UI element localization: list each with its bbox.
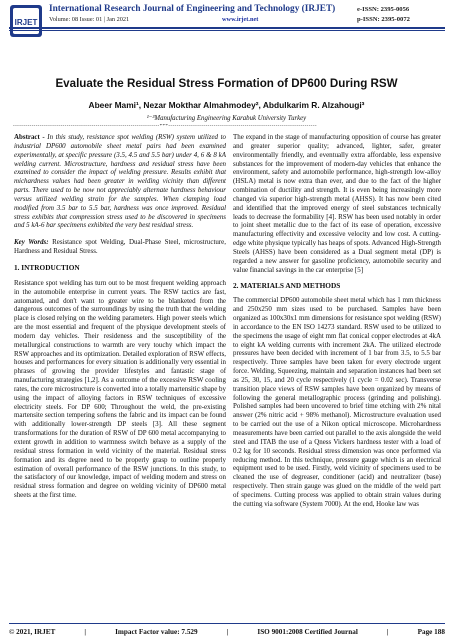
- right-column: [233, 133, 441, 509]
- header-rule: [9, 27, 445, 29]
- footer-copyright: © 2021, IRJET: [9, 628, 56, 636]
- intro-text: Resistance spot welding has turn out to be most frequent welding approach in the automobile enterprise in current years. The RSW tactics are fast, automated, and don't want to greater wire to be blanketed from the dangerous outcomes of the surroundings by using the truth that the welding place is closed relying on the welding parameters. High power steels which are the most essential and frequent of the physique development steels of modern day vehicles. Their resideness and the susceptibility of the metallurgical constructions to warmth are very touchy which impact the RSW approaches and its optimization. Detailed exploration of RSW effects, houses and performances for every situation is additionally very essential in phrases of growing the provider lifestyles and fantastic stage of manufacturing strategies [1,2]. As a outcome of the excessive RSW cooling rates, the core microstructure is converted into a totally martensitic shape by using the impact of alloying factors in RSW techniques of excessive electricity steels. For DP 600; Throughout the weld, the pre-existing martensite section tempering softens the fabric and its impact can be found with additionally lower-strength DP steels [3]. All these segment transformations for the duration of RSW of DP 600 metal accompanying to extent growth in addition to warmness switch behave as a supply of the residual stress formation in weld vicinity of the material. Residual stress formation and its degree need to be properly grasp to outline properly estimation of overall performance of the RSW junctions. In this study, to the satisfactory of our knowledge, impact of welding modern and stress on residual stress formation and degree on welding vicinity of DP600 metal sheets at the first time.: [14, 278, 226, 500]
- abstract-label: Abstract -: [14, 133, 48, 141]
- pissn: p-ISSN: 2395-0072: [357, 16, 410, 23]
- journal-name: International Research Journal of Engineering and Technology (IRJET): [49, 4, 336, 14]
- paper-authors: Abeer Mami¹, Nezar Mokthar Almahmodey², Abdulkarim R. Alzahougi³: [88, 100, 365, 110]
- header-rule-thin: [9, 30, 445, 31]
- right-intro-text: The expand in the stage of manufacturing opposition of course has greater and greater superior quality; advanced, lighter, safer, greater environmentally friendly, and eventually extra affordable, less expensive substances for the improvement of modern-day vehicles that enhance the environment, safety and automobile performance, high-strength low-alloy (HSLA) metal is now extra than ever, and due to the fact of the higher combination of ductility and strength. It is even being increasingly more changed via superior high-strength metal (AHSS). It has now been cited and identified that the improved energy of steel substances technically leads to decrease the formability [4]. RSW has been used notably in order to joint sheet metallic due to the fact of its ease of operation, excessive manufacturing effectivity and excessive velocity and low cost. A cutting-edge white physique typically has heaps of spots. Advanced High-Strength Steels (AHSS) have been considered as a Dual segment metal (DP) is regarded a new answer for gasoline proficiency, automobile security and value financial savings in the car enterprise [5]: [233, 133, 441, 274]
- footer-divider: |: [386, 628, 389, 636]
- footer-iso: ISO 9001:2008 Certified Journal: [257, 628, 358, 636]
- volume-issue: Volume: 08 Issue: 01 | Jan 2021: [49, 16, 130, 23]
- keywords: [14, 238, 226, 256]
- footer-divider: |: [84, 628, 86, 636]
- methods-heading: 2. MATERIALS AND METHODS: [233, 280, 341, 290]
- eissn: e-ISSN: 2395-0056: [357, 6, 410, 13]
- abstract: [14, 133, 226, 230]
- methods-text: The commercial DP600 automobile sheet metal which has 1 mm thickness and 250x250 mm sizes used to be purchased. Samples have been organized as 100x30x1 mm dimensions for resistance spot welding (RSW) in accordance to the EN ISO 14273 standard. RSW used to be utilized to the specimens the usage of eight mm flat conical copper electrodes at 4kA to eight kA welding currents with increment 2kA. The utilized electrode pressures have been decided with increment of 1 bar from 3.5, to 5.5 bar respectively. Three samples have been taken for every electrode urgent force. Welding, Squeezing, maintain and separation instances had been set as 25, 30, 15, and 20 cycle respectively (1 cycle = 0.02 sec). Transverse transition place views of RSW samples have been organized by means of following the general metallographic process (grinding and polishing). Polished samples had been uncovered to brief time etching with 2% nital answer (2% nitric acid + 98% methanol). Microstructure evaluation used to be carried out the use of a Nikon optical microscope. Microhardness measurements have been carried out parallel to the axis alongside the weld steel and ITAB the use of a Qness Vickers hardness tester with a load of 0.2 kg for 10 seconds. Residual stress dimension was once performed via reducing method. In this technique, pressure gauge which is an electrical equipment used to be used. Firstly, weld vicinity of specimens used to be cleaned the use of degreaser, conditioner (acid) and neutralizer (base) respectively. Then strain gauge was glued on the middle of the weld part of specimens. Cutting process was applied to obtain strain values during the cutting via software (System 7000). At the end, Hooke law was: [233, 296, 441, 508]
- page-footer: [9, 628, 445, 636]
- section-separator: -----------------------------------------------------------------------***------------------------------------------------------------------------: [13, 124, 317, 129]
- intro-heading: 1. INTRODUCTION: [14, 262, 80, 272]
- footer-page: Page 188: [417, 628, 445, 636]
- footer-divider: |: [226, 628, 229, 636]
- journal-url-link[interactable]: www.irjet.net: [222, 16, 259, 23]
- logo-text: IRJET: [14, 18, 38, 27]
- abstract-text: In this study, resistance spot welding (RSW) system utilized to industrial DP600 automobile sheet metal pairs had been examined experimentally, at specific pressure (3.5, 4.5 and 5.5 bar) under 4, 6 & 8 kA welding current. Microstructure, hardness and residual stress have been examined to consider the impact of welding pressure. Results exhibit that michardness values had been greater in welding vicinity than different parts. There used to be now not appreciably alternate hardness behaviour versus utilized welding strain for the samples. When clamping load modified from 3.5 bar to 5.5 bar, hardness was once improved. Residual stress exhibits that compression stress used to be discovered in specimens and 5 kA-6 bar specimens exhibited the very best residual stress.: [14, 133, 226, 230]
- paper-title: Evaluate the Residual Stress Formation of DP600 During RSW: [55, 77, 398, 90]
- footer-impact: Impact Factor value: 7.529: [115, 628, 198, 636]
- paper-affiliation: ¹⁻³Manufacturing Engineering Karabuk University Turkey: [146, 115, 307, 122]
- keywords-text: Resistance spot Welding, Dual-Phase Steel, microstructure, Hardness and Residual Stress.: [14, 238, 226, 256]
- keywords-label: Key Words:: [14, 238, 49, 247]
- footer-rule: [9, 623, 445, 624]
- left-column: [14, 133, 226, 500]
- journal-header: [0, 0, 453, 42]
- journal-logo-icon: [9, 4, 43, 38]
